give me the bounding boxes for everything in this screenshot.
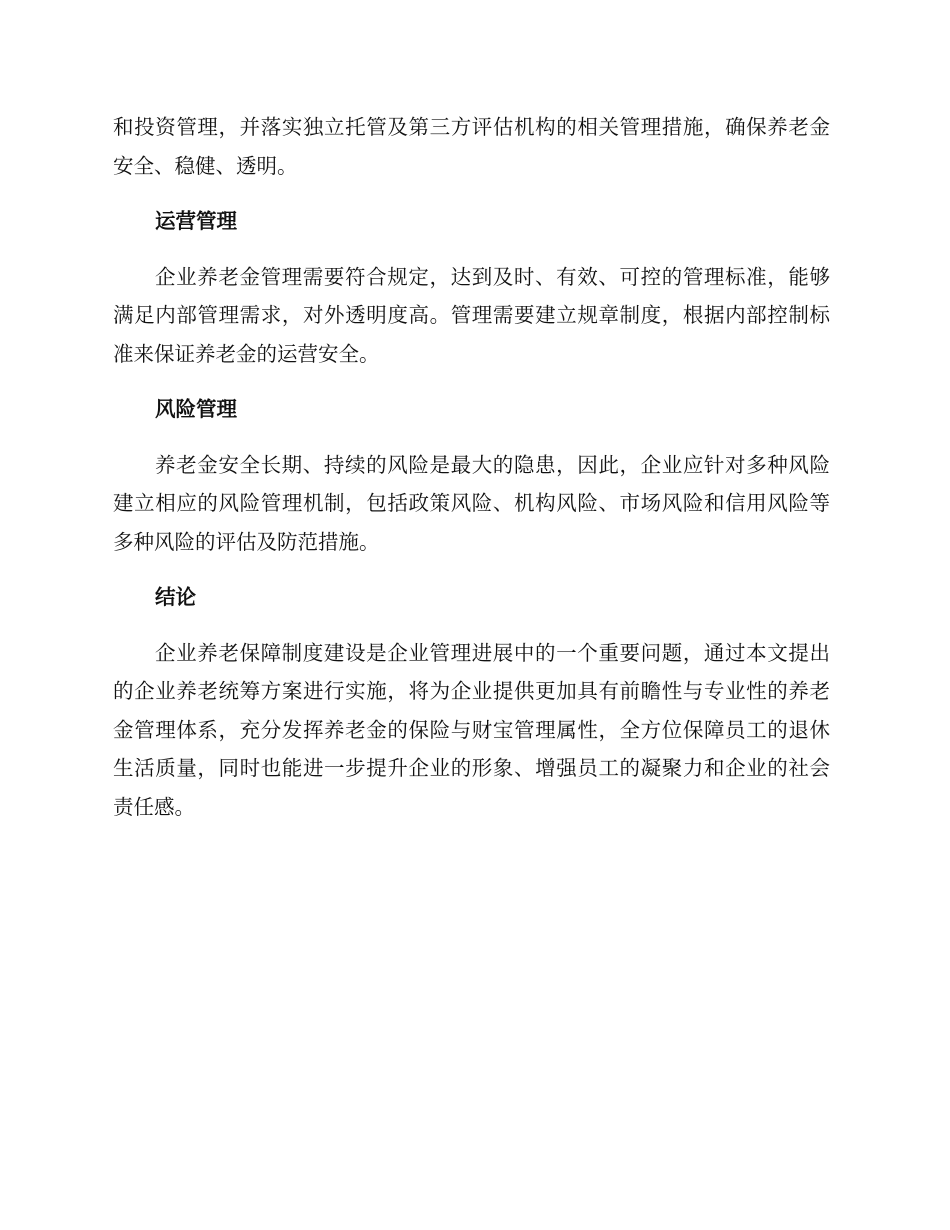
section-body-risk: 养老金安全长期、持续的风险是最大的隐患，因此，企业应针对多种风险建立相应的风险管理机制，包括政策风险、机构风险、市场风险和信用风险等多种风险的评估及防范措施。	[113, 452, 830, 554]
section-heading-conclusion: 结论	[155, 585, 196, 609]
section-body-conclusion: 企业养老保障制度建设是企业管理进展中的一个重要问题，通过本文提出的企业养老统筹方案进行实施，将为企业提供更加具有前瞻性与专业性的养老金管理体系，充分发挥养老金的保险与财宝管理属性，全方位保障员工的退休生活质量，同时也能进一步提升企业的形象、增强员工的凝聚力和企业的社会责任感。	[113, 640, 830, 819]
intro-paragraph: 和投资管理，并落实独立托管及第三方评估机构的相关管理措施，确保养老金安全、稳健、透明。	[113, 115, 830, 178]
section-heading-operations: 运营管理	[155, 209, 237, 233]
document-page	[113, 108, 830, 826]
section-heading-risk: 风险管理	[155, 397, 237, 421]
section-body-operations: 企业养老金管理需要符合规定，达到及时、有效、可控的管理标准，能够满足内部管理需求，对外透明度高。管理需要建立规章制度，根据内部控制标准来保证养老金的运营安全。	[113, 264, 830, 366]
